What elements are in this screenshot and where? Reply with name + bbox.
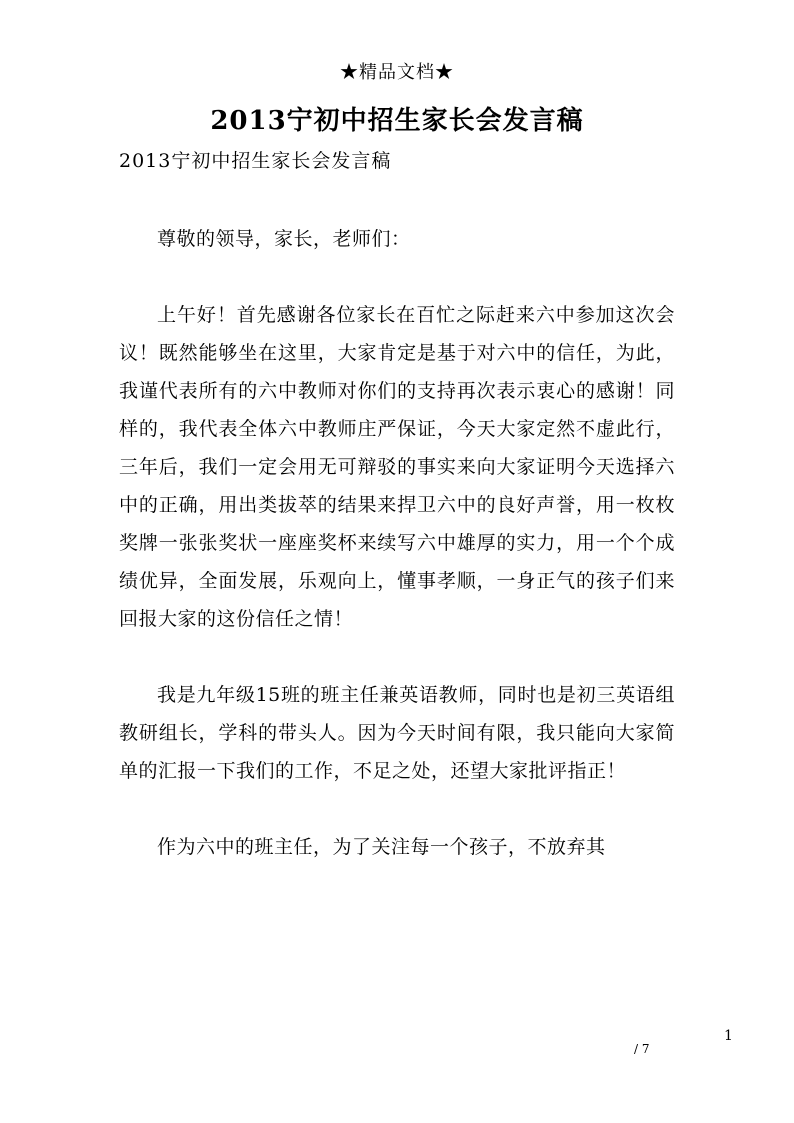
greeting-paragraph: 尊敬的领导，家长，老师们： bbox=[157, 228, 411, 250]
page-number: 1 bbox=[724, 1028, 733, 1044]
body-paragraph: 作为六中的班主任，为了关注每一个孩子，不放弃其 bbox=[157, 836, 606, 858]
document-subtitle: 2013宁初中招生家长会发言稿 bbox=[119, 150, 392, 172]
page-total: / 7 bbox=[634, 1042, 650, 1056]
body-paragraph: 上午好！首先感谢各位家长在百忙之际赶来六中参加这次会议！既然能够坐在这里，大家肯定是基于对六中的信任，为此，我谨代表所有的六中教师对你们的支持再次表示衷心的感谢！同样的，我代表全体六中教师庄严保证，今天大家定然不虚此行，三年后，我们一定会用无可辩驳的事实来向大家证明今天选择六中的正确，用出类拔萃的结果来捍卫六中的良好声誉，用一枚枚奖牌一张张奖状一座座奖杯来续写六中雄厚的实力，用一个个成绩优异，全面发展，乐观向上，懂事孝顺，一身正气的孩子们来回报大家的这份信任之情！ bbox=[119, 304, 675, 630]
document-title: 2013宁初中招生家长会发言稿 bbox=[210, 106, 584, 136]
document-header: ★精品文档★ bbox=[340, 62, 454, 83]
document-body bbox=[119, 220, 675, 866]
body-paragraph: 我是九年级15班的班主任兼英语教师，同时也是初三英语组教研组长，学科的带头人。因为今天时间有限，我只能向大家简单的汇报一下我们的工作，不足之处，还望大家批评指正！ bbox=[119, 684, 675, 782]
